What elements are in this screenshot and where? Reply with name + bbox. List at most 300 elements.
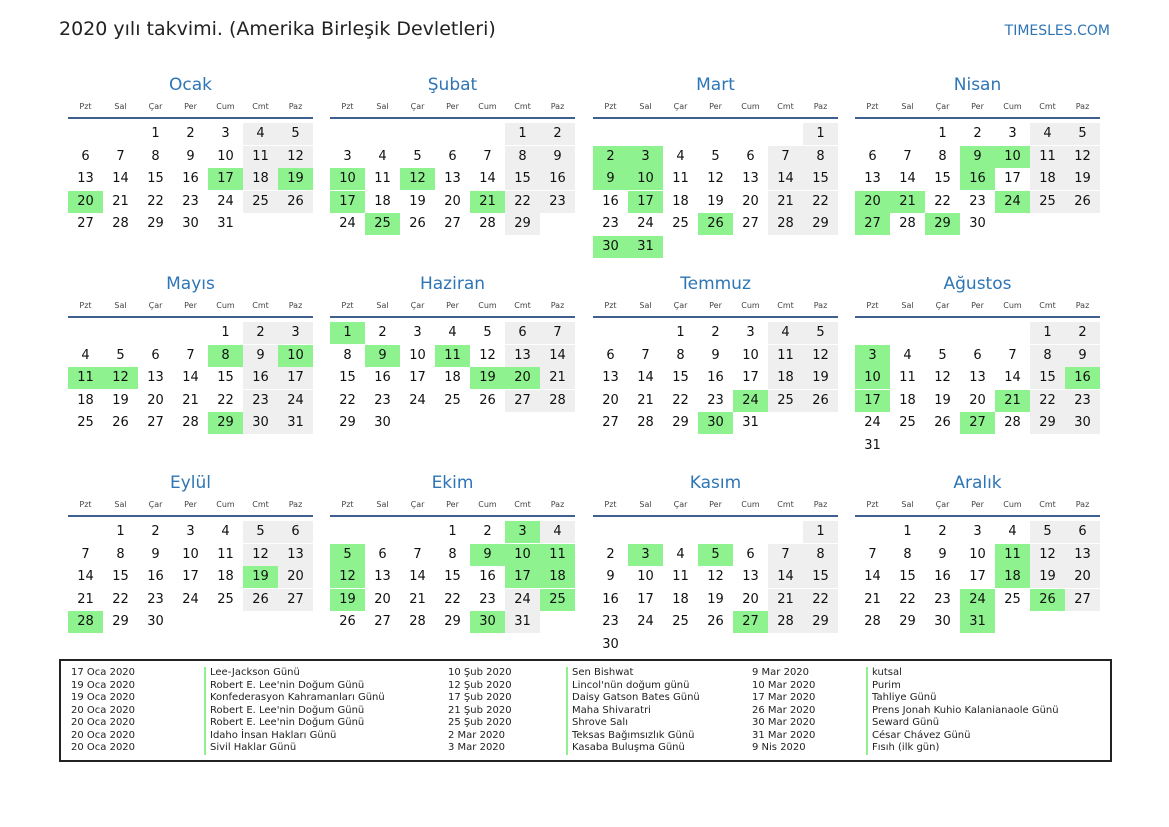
day-cell: 21 xyxy=(768,191,803,213)
holiday-date: 19 Oca 2020 xyxy=(71,692,136,703)
holiday-date: 20 Oca 2020 xyxy=(71,704,136,716)
day-cell: 9 xyxy=(243,345,278,367)
holiday-day-cell: 10 xyxy=(278,345,313,367)
day-cell: 7 xyxy=(641,347,650,363)
weekday-label: Çar xyxy=(935,500,950,509)
day-cell: 25 xyxy=(217,591,234,607)
weekday-label: Cmt xyxy=(514,102,531,111)
day-cell: 1 xyxy=(676,325,685,340)
day-cell: 24 xyxy=(409,392,426,408)
holiday-date: 20 Oca 2020 xyxy=(71,729,136,741)
holiday-day-cell: 27 xyxy=(855,213,890,235)
holiday-day-cell: 27 xyxy=(733,611,768,633)
holiday-name: Teksas Bağımsızlık Günü xyxy=(572,729,695,741)
day-cell: 24 xyxy=(339,216,356,231)
holiday-day-cell: 30 xyxy=(470,611,505,633)
holiday-day-cell: 30 xyxy=(698,412,733,434)
holiday-day-cell: 11 xyxy=(995,544,1030,566)
day-cell: 26 xyxy=(1065,191,1100,213)
day-cell: 13 xyxy=(742,569,759,584)
holiday-day-cell: 9 xyxy=(960,146,995,168)
day-cell: 30 xyxy=(182,216,199,231)
day-cell: 16 xyxy=(934,569,951,584)
day-cell: 6 xyxy=(606,347,615,363)
day-cell: 21 xyxy=(77,591,94,607)
day-cell: 29 xyxy=(444,614,461,629)
day-cell: 16 xyxy=(707,370,724,385)
day-cell: 4 xyxy=(768,322,803,344)
holiday-day-cell: 26 xyxy=(1030,589,1065,611)
holiday-day-cell: 29 xyxy=(208,412,243,434)
day-cell: 3 xyxy=(973,524,982,539)
day-cell: 8 xyxy=(803,146,838,168)
day-cell: 26 xyxy=(112,415,129,430)
day-cell: 16 xyxy=(147,569,164,584)
weekday-label: Pzt xyxy=(604,500,617,509)
day-cell: 30 xyxy=(602,636,619,652)
day-cell: 9 xyxy=(186,148,195,164)
day-cell: 4 xyxy=(903,347,912,363)
day-cell: 24 xyxy=(637,614,654,629)
day-cell: 14 xyxy=(479,171,496,186)
weekday-label: Per xyxy=(971,500,984,509)
site-link[interactable]: TIMESLES.COM xyxy=(1004,23,1110,39)
day-cell: 29 xyxy=(505,213,540,235)
day-cell: 6 xyxy=(151,347,160,363)
day-cell: 19 xyxy=(803,367,838,389)
weekday-label: Sal xyxy=(114,102,127,111)
day-cell: 28 xyxy=(540,390,575,412)
holiday-name-column xyxy=(866,667,1059,755)
day-cell: 12 xyxy=(278,146,313,168)
day-cell: 25 xyxy=(672,614,689,629)
day-cell: 6 xyxy=(973,347,982,363)
day-cell: 18 xyxy=(672,193,689,209)
weekday-label: Sal xyxy=(376,102,389,111)
weekday-label: Paz xyxy=(1075,301,1090,310)
day-cell: 3 xyxy=(278,322,313,344)
day-cell: 15 xyxy=(803,168,838,190)
holiday-day-cell: 10 xyxy=(505,544,540,566)
holiday-name: César Chávez Günü xyxy=(872,729,971,741)
day-cell: 15 xyxy=(112,569,129,584)
day-cell: 4 xyxy=(1030,123,1065,145)
weekday-label: Per xyxy=(446,301,459,310)
day-cell: 28 xyxy=(637,415,654,430)
day-cell: 14 xyxy=(112,171,129,186)
weekday-label: Sal xyxy=(901,500,914,509)
holiday-day-cell: 24 xyxy=(995,191,1030,213)
holiday-day-cell: 26 xyxy=(698,213,733,235)
month-name: Mart xyxy=(696,75,735,95)
day-cell: 2 xyxy=(243,322,278,344)
day-cell: 18 xyxy=(899,392,916,408)
day-cell: 8 xyxy=(1030,345,1065,367)
holiday-day-cell: 17 xyxy=(628,191,663,213)
day-cell: 28 xyxy=(768,611,803,633)
day-cell: 28 xyxy=(112,216,129,231)
holiday-day-cell: 5 xyxy=(698,544,733,566)
holiday-name: Shrove Salı xyxy=(572,717,628,728)
day-cell: 12 xyxy=(1030,544,1065,566)
day-cell: 6 xyxy=(278,521,313,543)
holiday-day-cell: 30 xyxy=(593,236,628,258)
holiday-day-cell: 19 xyxy=(278,168,313,190)
weekday-label: Pzt xyxy=(604,102,617,111)
weekday-label: Cum xyxy=(1003,301,1022,310)
weekday-label: Per xyxy=(709,301,722,310)
day-cell: 4 xyxy=(448,325,457,340)
day-cell: 6 xyxy=(746,148,755,164)
day-cell: 16 xyxy=(602,591,619,607)
day-cell: 23 xyxy=(707,392,724,408)
day-cell: 1 xyxy=(803,521,838,543)
day-cell: 17 xyxy=(409,370,426,385)
holiday-day-cell: 3 xyxy=(505,521,540,543)
day-cell: 5 xyxy=(803,322,838,344)
day-cell: 7 xyxy=(116,148,125,164)
weekday-label: Çar xyxy=(410,102,425,111)
weekday-label: Cum xyxy=(216,301,235,310)
day-cell: 26 xyxy=(278,191,313,213)
day-cell: 24 xyxy=(505,589,540,611)
day-cell: 22 xyxy=(934,193,951,209)
day-cell: 23 xyxy=(243,390,278,412)
day-cell: 15 xyxy=(1030,367,1065,389)
day-cell: 18 xyxy=(374,193,391,209)
weekday-label: Pzt xyxy=(604,301,617,310)
day-cell: 9 xyxy=(151,546,160,562)
holiday-date: 19 Oca 2020 xyxy=(71,679,136,691)
weekday-label: Cum xyxy=(216,500,235,509)
month-divider xyxy=(855,316,1100,318)
day-cell: 20 xyxy=(374,591,391,607)
day-cell: 17 xyxy=(742,370,759,385)
day-cell: 22 xyxy=(672,392,689,408)
holiday-date-column xyxy=(752,667,815,755)
day-cell: 12 xyxy=(479,347,496,363)
day-cell: 21 xyxy=(112,193,129,209)
day-cell: 30 xyxy=(1065,412,1100,434)
day-cell: 8 xyxy=(676,347,685,363)
weekday-label: Cmt xyxy=(1039,500,1056,509)
holiday-day-cell: 5 xyxy=(330,544,365,566)
weekday-label: Pzt xyxy=(79,500,92,509)
holiday-day-cell: 21 xyxy=(995,390,1030,412)
day-cell: 9 xyxy=(711,347,720,363)
holiday-day-cell: 24 xyxy=(733,390,768,412)
holiday-name: Seward Günü xyxy=(872,717,940,728)
day-cell: 5 xyxy=(938,347,947,363)
day-cell: 7 xyxy=(540,322,575,344)
holiday-name: Prens Jonah Kuhio Kalanianaole Günü xyxy=(872,704,1059,716)
day-cell: 27 xyxy=(505,390,540,412)
holiday-day-cell: 8 xyxy=(208,345,243,367)
day-cell: 26 xyxy=(803,390,838,412)
holiday-date-column xyxy=(448,667,512,755)
day-cell: 13 xyxy=(374,569,391,584)
day-cell: 4 xyxy=(81,347,90,363)
weekday-label: Cum xyxy=(478,301,497,310)
weekday-label: Per xyxy=(971,102,984,111)
weekday-label: Cum xyxy=(741,102,760,111)
holiday-date: 31 Mar 2020 xyxy=(752,729,816,741)
holiday-date: 9 Nis 2020 xyxy=(752,742,806,753)
day-cell: 7 xyxy=(768,544,803,566)
holiday-date: 9 Mar 2020 xyxy=(752,667,810,678)
day-cell: 14 xyxy=(899,171,916,186)
day-cell: 20 xyxy=(278,566,313,588)
holiday-date-column xyxy=(71,667,135,755)
weekday-label: Pzt xyxy=(866,500,879,509)
day-cell: 25 xyxy=(444,392,461,408)
day-cell: 24 xyxy=(637,216,654,231)
day-cell: 23 xyxy=(1065,390,1100,412)
day-cell: 22 xyxy=(803,589,838,611)
day-cell: 24 xyxy=(278,390,313,412)
weekday-label: Cmt xyxy=(777,102,794,111)
day-cell: 4 xyxy=(676,148,685,164)
day-cell: 11 xyxy=(374,171,391,186)
holiday-day-cell: 12 xyxy=(330,566,365,588)
day-cell: 9 xyxy=(938,546,947,562)
day-cell: 18 xyxy=(243,168,278,190)
holiday-day-cell: 2 xyxy=(593,146,628,168)
day-cell: 29 xyxy=(339,415,356,430)
day-cell: 6 xyxy=(868,148,877,164)
holiday-name: Robert E. Lee'nin Doğum Günü xyxy=(210,704,365,716)
day-cell: 14 xyxy=(540,345,575,367)
holiday-day-cell: 10 xyxy=(995,146,1030,168)
day-cell: 14 xyxy=(77,569,94,584)
day-cell: 16 xyxy=(182,171,199,186)
holiday-day-cell: 31 xyxy=(960,611,995,633)
holiday-name: Konfederasyon Kahramanları Günü xyxy=(210,692,385,703)
holiday-day-cell: 9 xyxy=(470,544,505,566)
weekday-label: Paz xyxy=(1075,102,1090,111)
holiday-day-cell: 16 xyxy=(1065,367,1100,389)
day-cell: 7 xyxy=(868,546,877,562)
day-cell: 29 xyxy=(1030,412,1065,434)
day-cell: 16 xyxy=(374,370,391,385)
weekday-label: Çar xyxy=(410,500,425,509)
day-cell: 31 xyxy=(278,412,313,434)
day-cell: 23 xyxy=(479,591,496,607)
holiday-name: Fısıh (ilk gün) xyxy=(872,742,940,753)
month-divider xyxy=(68,515,313,517)
weekday-label: Pzt xyxy=(341,102,354,111)
holiday-list xyxy=(59,659,1112,762)
day-cell: 23 xyxy=(182,193,199,209)
weekday-label: Cmt xyxy=(1039,102,1056,111)
weekday-label: Per xyxy=(184,102,197,111)
weekday-label: Çar xyxy=(673,301,688,310)
day-cell: 15 xyxy=(899,569,916,584)
day-cell: 20 xyxy=(444,193,461,209)
day-cell: 9 xyxy=(606,569,615,584)
day-cell: 15 xyxy=(339,370,356,385)
holiday-name: Maha Shivaratri xyxy=(572,704,651,716)
month-calendar xyxy=(330,75,575,265)
day-cell: 10 xyxy=(969,546,986,562)
day-cell: 2 xyxy=(151,524,160,539)
holiday-day-cell: 11 xyxy=(435,345,470,367)
weekday-label: Paz xyxy=(1075,500,1090,509)
weekday-label: Paz xyxy=(288,500,303,509)
day-cell: 21 xyxy=(182,392,199,408)
weekday-label: Per xyxy=(709,500,722,509)
weekday-label: Cum xyxy=(478,102,497,111)
day-cell: 25 xyxy=(77,415,94,430)
holiday-day-cell: 10 xyxy=(628,168,663,190)
day-cell: 15 xyxy=(217,370,234,385)
day-cell: 23 xyxy=(540,191,575,213)
day-cell: 15 xyxy=(672,370,689,385)
day-cell: 16 xyxy=(602,193,619,209)
day-cell: 1 xyxy=(903,524,912,539)
day-cell: 12 xyxy=(243,544,278,566)
holiday-day-cell: 16 xyxy=(960,168,995,190)
day-cell: 2 xyxy=(186,126,195,141)
day-cell: 13 xyxy=(505,345,540,367)
month-name: Kasım xyxy=(689,473,742,493)
day-cell: 8 xyxy=(343,347,352,363)
month-calendar xyxy=(68,473,313,663)
day-cell: 2 xyxy=(938,524,947,539)
day-cell: 20 xyxy=(742,193,759,209)
day-cell: 6 xyxy=(1065,521,1100,543)
day-cell: 17 xyxy=(182,569,199,584)
weekday-label: Sal xyxy=(376,500,389,509)
holiday-day-cell: 19 xyxy=(470,367,505,389)
day-cell: 17 xyxy=(637,591,654,607)
holiday-day-cell: 11 xyxy=(540,544,575,566)
day-cell: 22 xyxy=(1030,390,1065,412)
weekday-label: Cum xyxy=(478,500,497,509)
holiday-name: Robert E. Lee'nin Doğum Günü xyxy=(210,717,365,728)
day-cell: 1 xyxy=(151,126,160,141)
day-cell: 8 xyxy=(803,544,838,566)
day-cell: 15 xyxy=(934,171,951,186)
month-name: Ekim xyxy=(431,473,474,493)
holiday-day-cell: 9 xyxy=(593,168,628,190)
day-cell: 29 xyxy=(147,216,164,231)
weekday-label: Cmt xyxy=(777,500,794,509)
weekday-label: Cmt xyxy=(252,102,269,111)
day-cell: 22 xyxy=(217,392,234,408)
holiday-date: 20 Oca 2020 xyxy=(71,742,136,753)
day-cell: 15 xyxy=(803,566,838,588)
day-cell: 13 xyxy=(602,370,619,385)
weekday-label: Cum xyxy=(1003,102,1022,111)
day-cell: 29 xyxy=(803,213,838,235)
day-cell: 25 xyxy=(1004,591,1021,607)
day-cell: 6 xyxy=(505,322,540,344)
holiday-day-cell: 11 xyxy=(68,367,103,389)
day-cell: 27 xyxy=(278,589,313,611)
weekday-label: Sal xyxy=(901,102,914,111)
day-cell: 12 xyxy=(707,171,724,186)
day-cell: 8 xyxy=(116,546,125,562)
day-cell: 26 xyxy=(934,415,951,430)
month-name: Ocak xyxy=(169,75,212,95)
month-calendar xyxy=(593,473,838,663)
day-cell: 22 xyxy=(899,591,916,607)
holiday-name: Purim xyxy=(872,679,901,691)
day-cell: 14 xyxy=(409,569,426,584)
holiday-day-cell: 12 xyxy=(400,168,435,190)
holiday-name: Lee-Jackson Günü xyxy=(210,667,300,678)
holiday-date: 26 Mar 2020 xyxy=(752,704,816,716)
day-cell: 12 xyxy=(803,345,838,367)
holiday-day-cell: 27 xyxy=(960,412,995,434)
day-cell: 18 xyxy=(1030,168,1065,190)
month-divider xyxy=(593,117,838,119)
day-cell: 2 xyxy=(606,546,615,562)
day-cell: 14 xyxy=(768,168,803,190)
day-cell: 11 xyxy=(672,569,689,584)
day-cell: 14 xyxy=(182,370,199,385)
day-cell: 19 xyxy=(1030,566,1065,588)
day-cell: 6 xyxy=(378,546,387,562)
day-cell: 2 xyxy=(711,325,720,340)
day-cell: 4 xyxy=(243,123,278,145)
day-cell: 14 xyxy=(864,569,881,584)
day-cell: 27 xyxy=(742,216,759,231)
weekday-label: Cum xyxy=(741,301,760,310)
day-cell: 13 xyxy=(969,370,986,385)
day-cell: 13 xyxy=(742,171,759,186)
month-calendar xyxy=(330,473,575,663)
day-cell: 1 xyxy=(448,524,457,539)
day-cell: 5 xyxy=(278,123,313,145)
day-cell: 3 xyxy=(186,524,195,539)
day-cell: 4 xyxy=(540,521,575,543)
day-cell: 26 xyxy=(339,614,356,629)
month-name: Haziran xyxy=(419,274,486,294)
weekday-label: Çar xyxy=(410,301,425,310)
day-cell: 18 xyxy=(768,367,803,389)
day-cell: 18 xyxy=(672,591,689,607)
weekday-label: Pzt xyxy=(341,301,354,310)
day-cell: 18 xyxy=(217,569,234,584)
day-cell: 24 xyxy=(217,193,234,209)
month-calendar xyxy=(593,75,838,265)
day-cell: 20 xyxy=(969,392,986,408)
month-calendar xyxy=(855,274,1100,464)
weekday-label: Çar xyxy=(148,500,163,509)
weekday-label: Cmt xyxy=(514,500,531,509)
day-cell: 7 xyxy=(413,546,422,562)
day-cell: 3 xyxy=(1008,126,1017,141)
holiday-name: Idaho İnsan Hakları Günü xyxy=(210,729,337,741)
day-cell: 30 xyxy=(374,415,391,430)
day-cell: 22 xyxy=(444,591,461,607)
day-cell: 3 xyxy=(221,126,230,141)
weekday-label: Çar xyxy=(148,102,163,111)
weekday-label: Cum xyxy=(1003,500,1022,509)
holiday-date: 12 Şub 2020 xyxy=(448,679,512,691)
holiday-day-cell: 18 xyxy=(540,566,575,588)
month-divider xyxy=(330,117,575,119)
day-cell: 15 xyxy=(444,569,461,584)
holiday-day-cell: 3 xyxy=(628,146,663,168)
weekday-label: Paz xyxy=(813,102,828,111)
day-cell: 30 xyxy=(934,614,951,629)
weekday-label: Çar xyxy=(148,301,163,310)
weekday-label: Cmt xyxy=(777,301,794,310)
day-cell: 2 xyxy=(973,126,982,141)
